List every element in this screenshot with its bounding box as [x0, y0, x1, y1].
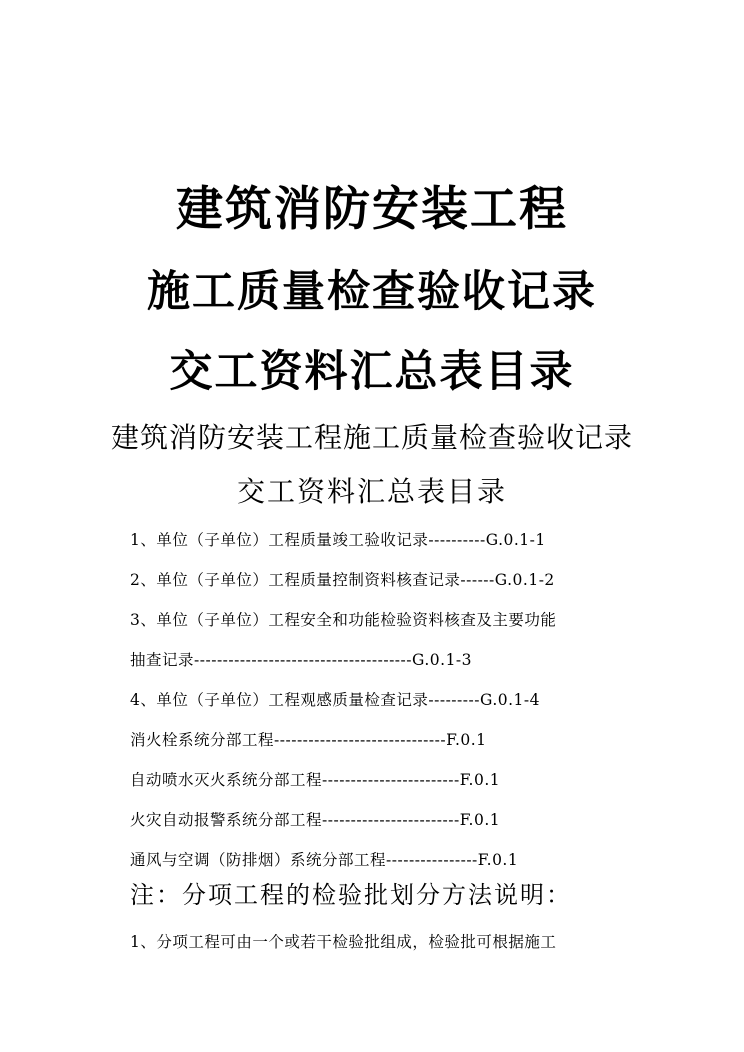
subtitle-line-1: 建筑消防安装工程施工质量检查验收记录 [110, 421, 633, 454]
cover-title-line-2: 施工质量检查验收记录 [147, 267, 597, 317]
cover-title-line-3: 交工资料汇总表目录 [169, 347, 575, 397]
note-body: 1、分项工程可由一个或若干检验批组成，检验批可根据施工 [130, 933, 557, 951]
toc-item-4: 4、单位（子单位）工程观感质量检查记录---------G.0.1-4 [130, 691, 541, 709]
subtitle-line-2: 交工资料汇总表目录 [236, 475, 507, 508]
toc-item-sprinkler: 自动喷水灭火系统分部工程------------------------F.0.1 [130, 771, 501, 789]
toc-item-ventilation: 通风与空调（防排烟）系统分部工程----------------F.0.1 [130, 851, 519, 869]
toc-item-1: 1、单位（子单位）工程质量竣工验收记录----------G.0.1-1 [130, 531, 546, 549]
toc-item-fire-alarm: 火灾自动报警系统分部工程------------------------F.0.1 [130, 811, 501, 829]
cover-title-line-1: 建筑消防安装工程 [176, 182, 568, 237]
table-of-contents [130, 520, 630, 880]
toc-item-2: 2、单位（子单位）工程质量控制资料核查记录------G.0.1-2 [130, 571, 555, 589]
toc-item-3: 3、单位（子单位）工程安全和功能检验资料核查及主要功能 [130, 611, 557, 629]
toc-item-hydrant: 消火栓系统分部工程------------------------------F.0.1 [130, 731, 487, 749]
toc-item-3-continued: 抽查记录--------------------------------------G.0.1-3 [130, 651, 473, 669]
note-title: 注：分项工程的检验批划分方法说明： [130, 881, 572, 909]
